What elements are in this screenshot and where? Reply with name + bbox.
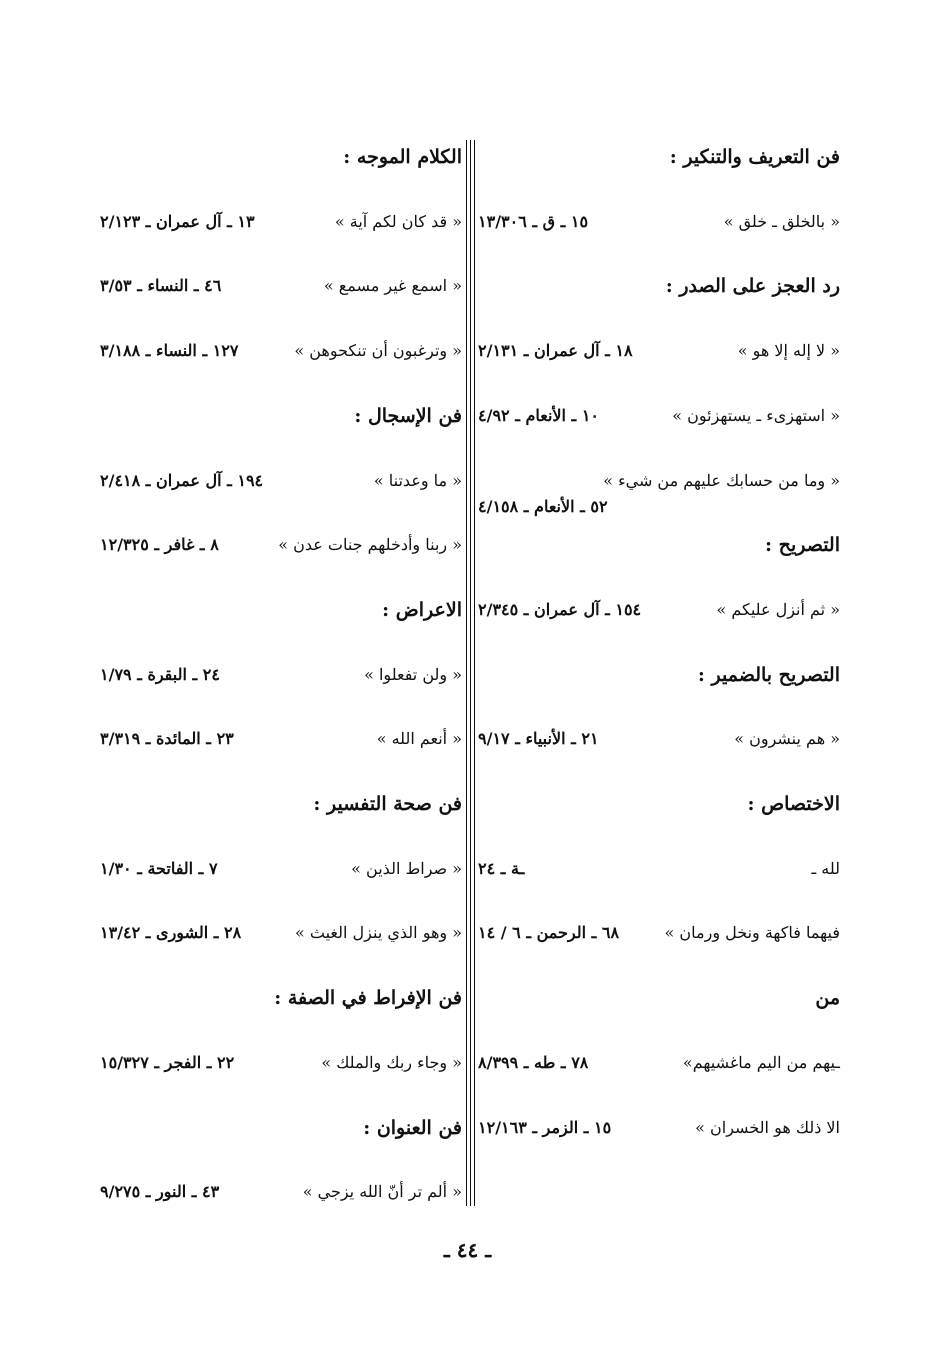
section-heading: فن صحة التفسير : bbox=[313, 793, 462, 815]
verse-text: « ربنا وأدخلهم جنات عدن » bbox=[278, 535, 462, 555]
verse-reference: ١٥ ـ الزمر ـ ١٢/١٦٣ bbox=[478, 1117, 612, 1137]
verse-reference: ٨ ـ غافر ـ ١٢/٣٢٥ bbox=[100, 535, 219, 555]
verse-reference: ٦٨ ـ الرحمن ـ ٦ / ١٤ bbox=[478, 923, 620, 943]
verse-reference: ٢٨ ـ الشورى ـ ١٣/٤٢ bbox=[100, 923, 242, 943]
citation-entry bbox=[478, 205, 840, 239]
section-heading: التصريح بالضمير : bbox=[697, 663, 840, 686]
column-divider bbox=[466, 140, 467, 1206]
citation-entry bbox=[478, 1111, 840, 1145]
verse-text: « صراط الذين » bbox=[351, 858, 462, 878]
citation-entry bbox=[100, 334, 462, 368]
verse-reference: ١٥٤ ـ آل عمران ـ ٢/٣٤٥ bbox=[478, 599, 642, 619]
section-heading: الاعراض : bbox=[382, 598, 462, 621]
verse-reference: ٢٢ ـ الفجر ـ ١٥/٣٢٧ bbox=[100, 1052, 235, 1072]
page-number: ـ ٤٤ ـ bbox=[443, 1238, 492, 1262]
citation-entry bbox=[478, 593, 840, 627]
citation-entry bbox=[100, 658, 462, 692]
verse-text: « لا إله إلا هو » bbox=[737, 341, 840, 361]
verse-reference: ـة ـ ٢٤ bbox=[478, 858, 525, 878]
verse-reference: ٢٤ ـ البقرة ـ ١/٧٩ bbox=[100, 664, 220, 684]
citation-entry bbox=[478, 464, 840, 516]
citation-entry bbox=[100, 1175, 462, 1209]
citation-entry bbox=[100, 916, 462, 950]
citation-entry bbox=[100, 528, 462, 562]
verse-reference: ١٢٧ ـ النساء ـ ٣/١٨٨ bbox=[100, 341, 239, 361]
verse-text: « وهو الذي ينزل الغيث » bbox=[295, 923, 462, 943]
citation-entry bbox=[100, 464, 462, 498]
verse-text: « ألم تر أنّ الله يزجي » bbox=[302, 1182, 462, 1202]
section-heading: التصريح : bbox=[765, 534, 840, 557]
verse-text: « ولن تفعلوا » bbox=[364, 664, 462, 684]
verse-reference: ١٣ ـ آل عمران ـ ٢/١٢٣ bbox=[100, 211, 255, 231]
section-heading: فن التعريف والتنكير : bbox=[669, 146, 840, 168]
verse-text: ـيهم من اليم ماغشيهم» bbox=[682, 1052, 840, 1072]
verse-text: « اسمع غير مسمع » bbox=[323, 276, 462, 296]
section-heading: رد العجز على الصدر : bbox=[665, 275, 840, 298]
verse-reference: ٢٣ ـ المائدة ـ ٣/٣١٩ bbox=[100, 729, 234, 749]
section-heading: فن العنوان : bbox=[363, 1116, 462, 1139]
verse-text: فيهما فاكهة ونخل ورمان » bbox=[664, 923, 840, 943]
verse-reference: ٧٨ ـ طه ـ ٨/٣٩٩ bbox=[478, 1052, 589, 1072]
column-divider bbox=[470, 140, 471, 1206]
section-heading: فن الإسجال : bbox=[354, 404, 462, 427]
verse-text: « أنعم الله » bbox=[376, 729, 462, 749]
verse-reference: ١٠ ـ الأنعام ـ ٤/٩٢ bbox=[478, 405, 599, 425]
verse-text: لله ـ bbox=[811, 858, 840, 878]
verse-text: « وجاء ربك والملك » bbox=[321, 1052, 462, 1072]
verse-reference: ٥٢ ـ الأنعام ـ ٤/١٥٨ bbox=[478, 496, 608, 516]
verse-text: « استهزىء ـ يستهزئون » bbox=[672, 405, 840, 425]
citation-entry bbox=[100, 269, 462, 303]
verse-text: « ما وعدتنا » bbox=[373, 470, 462, 490]
citation-entry bbox=[100, 722, 462, 756]
citation-entry bbox=[100, 205, 462, 239]
section-heading: من bbox=[815, 987, 840, 1010]
verse-text: « بالخلق ـ خلق » bbox=[723, 211, 840, 231]
verse-text: « وما من حسابك عليهم من شيء » bbox=[603, 470, 840, 490]
section-heading: الكلام الموجه : bbox=[343, 146, 462, 168]
citation-entry bbox=[478, 399, 840, 433]
verse-text: « قد كان لكم آية » bbox=[334, 211, 462, 231]
citation-entry bbox=[478, 722, 840, 756]
verse-reference: ٢١ ـ الأنبياء ـ ٩/١٧ bbox=[478, 729, 599, 749]
verse-reference: ٧ ـ الفاتحة ـ ١/٣٠ bbox=[100, 858, 218, 878]
verse-text: « ثم أنزل عليكم » bbox=[716, 599, 840, 619]
citation-entry bbox=[100, 852, 462, 886]
verse-reference: ٤٦ ـ النساء ـ ٣/٥٣ bbox=[100, 276, 222, 296]
verse-text: الا ذلك هو الخسران » bbox=[695, 1117, 840, 1137]
verse-reference: ١٥ ـ ق ـ ١٣/٣٠٦ bbox=[478, 211, 589, 231]
verse-reference: ١٨ ـ آل عمران ـ ٢/١٣١ bbox=[478, 341, 633, 361]
verse-reference: ٤٣ ـ النور ـ ٩/٢٧٥ bbox=[100, 1182, 220, 1202]
citation-entry bbox=[478, 852, 840, 886]
citation-entry bbox=[478, 916, 840, 950]
citation-entry bbox=[100, 1046, 462, 1080]
citation-entry bbox=[478, 1046, 840, 1080]
verse-text: « وترغبون أن تنكحوهن » bbox=[294, 341, 462, 361]
section-heading: فن الإفراط في الصفة : bbox=[274, 987, 462, 1010]
section-heading: الاختصاص : bbox=[747, 793, 840, 815]
verse-text: « هم ينشرون » bbox=[734, 729, 840, 749]
column-divider bbox=[474, 140, 475, 1206]
verse-reference: ١٩٤ ـ آل عمران ـ ٢/٤١٨ bbox=[100, 470, 264, 490]
citation-entry bbox=[478, 334, 840, 368]
